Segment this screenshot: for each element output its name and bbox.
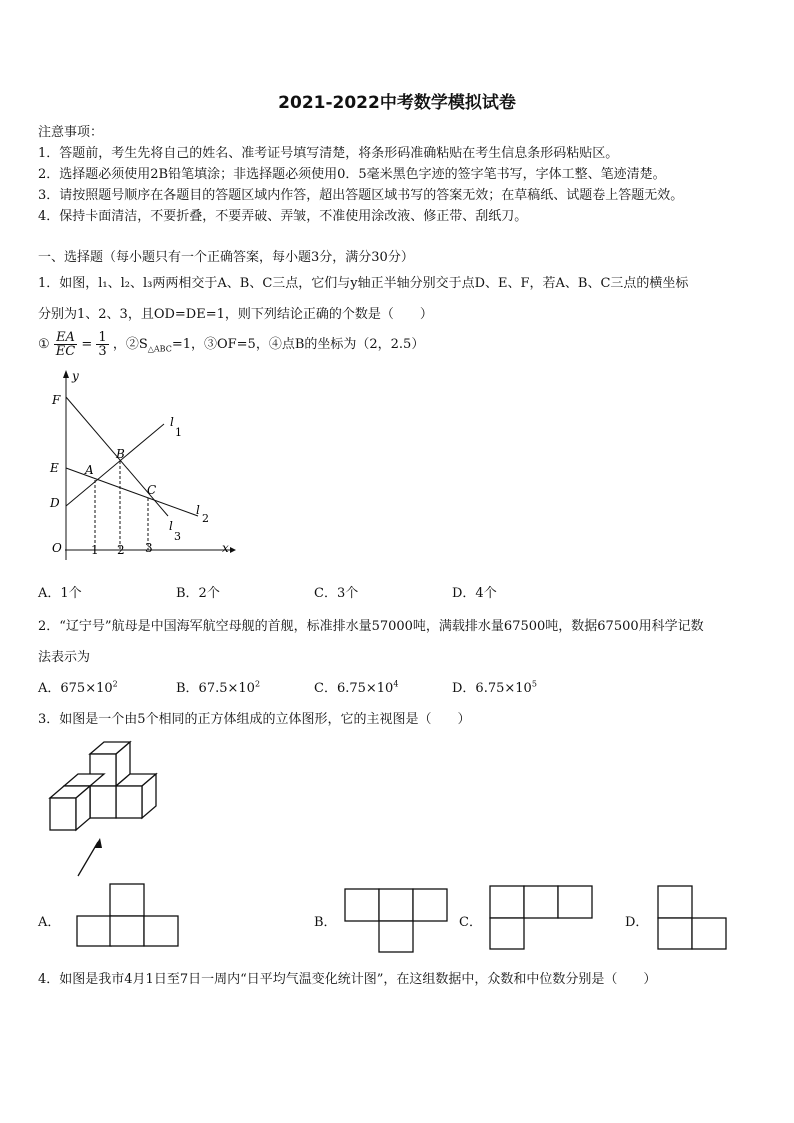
point-label-d: D bbox=[50, 496, 60, 510]
option-label: D．6.75×10 bbox=[452, 681, 532, 696]
option-exponent: 4 bbox=[393, 679, 399, 689]
option-c[interactable]: C．3个 bbox=[314, 586, 359, 601]
option-label: B．67.5×10 bbox=[176, 681, 255, 696]
option-c-figure[interactable] bbox=[489, 885, 593, 951]
coordinate-figure bbox=[40, 366, 240, 566]
question-1-conditions bbox=[38, 331, 424, 358]
section-heading: 一、选择题（每小题只有一个正确答案，每小题3分，满分30分） bbox=[38, 250, 414, 265]
fraction-denominator: 3 bbox=[98, 344, 107, 359]
fraction-numerator: EA bbox=[54, 331, 77, 345]
condition-2-subscript: △ABC bbox=[147, 344, 172, 354]
question-2-text: 2．“辽宁号”航母是中国海军航空母舰的首舰，标准排水量57000吨，满载排水量67500吨，数据67500用科学记数 bbox=[38, 619, 704, 634]
circled-1: ① bbox=[38, 337, 50, 352]
question-4-text: 4．如图是我市4月1日至7日一周内“日平均气温变化统计图”，在这组数据中，众数和中位数分别是（ ） bbox=[38, 972, 657, 987]
option-d-figure[interactable] bbox=[657, 885, 729, 951]
option-d[interactable]: D．4个 bbox=[452, 586, 497, 601]
axis-label-x: x bbox=[222, 541, 229, 555]
tick-label: 2 bbox=[117, 543, 125, 557]
option-exponent: 5 bbox=[531, 679, 537, 689]
option-b[interactable]: B． bbox=[314, 915, 337, 930]
arrow-head bbox=[94, 838, 102, 848]
notice-item: 2．选择题必须使用2B铅笔填涂；非选择题必须使用0．5毫米黑色字迹的签字笔书写，字体工整、笔迹清楚。 bbox=[38, 167, 666, 182]
question-1-text: 分别为1、2、3，且OD=DE=1，则下列结论正确的个数是（ ） bbox=[38, 307, 433, 322]
option-exponent: 2 bbox=[112, 679, 118, 689]
option-a[interactable]: A． bbox=[38, 915, 61, 930]
question-1-text: 1．如图，l₁、l₂、l₃两两相交于A、B、C三点，它们与y轴正半轴分别交于点D、E、F，若A、B、C三点的横坐标 bbox=[38, 276, 689, 291]
notice-item: 1．答题前，考生先将自己的姓名、准考证号填写清楚，将条形码准确粘贴在考生信息条形码粘贴区。 bbox=[38, 146, 619, 161]
question-3-text: 3．如图是一个由5个相同的正方体组成的立体图形，它的主视图是（ ） bbox=[38, 712, 471, 727]
notice-heading: 注意事项： bbox=[38, 125, 104, 140]
option-a[interactable] bbox=[38, 677, 118, 696]
option-b[interactable]: B．2个 bbox=[176, 586, 220, 601]
equals-sign: = bbox=[81, 337, 93, 352]
cube-solid-figure bbox=[44, 738, 174, 878]
point-label-a: A bbox=[85, 463, 94, 477]
fraction-denominator: EC bbox=[55, 344, 76, 359]
notice-item: 4．保持卡面清洁，不要折叠，不要弄破、弄皱，不准使用涂改液、修正带、刮纸刀。 bbox=[38, 209, 528, 224]
line-label-l2: l bbox=[196, 503, 200, 517]
tick-label: 1 bbox=[91, 543, 99, 557]
point-label-b: B bbox=[116, 447, 125, 461]
origin-label: O bbox=[52, 541, 62, 555]
option-a[interactable]: A．1个 bbox=[38, 586, 82, 601]
fraction-ea-ec bbox=[54, 331, 77, 358]
option-c[interactable] bbox=[314, 677, 398, 696]
option-c[interactable]: C． bbox=[459, 915, 482, 930]
line-label-l1: l bbox=[170, 415, 174, 429]
axis-label-y: y bbox=[72, 369, 79, 383]
line-label-l1-sub: 1 bbox=[175, 426, 182, 439]
option-a-figure[interactable] bbox=[76, 882, 180, 948]
point-label-f: F bbox=[52, 393, 61, 407]
option-d[interactable]: D． bbox=[625, 915, 649, 930]
point-label-e: E bbox=[50, 461, 59, 475]
option-exponent: 2 bbox=[254, 679, 261, 689]
fraction-numerator: 1 bbox=[98, 330, 107, 345]
notice-item: 3．请按照题号顺序在各题目的答题区域内作答，超出答题区域书写的答案无效；在草稿纸、试题卷上答题无效。 bbox=[38, 188, 684, 203]
condition-2-prefix: ，②S bbox=[112, 337, 148, 352]
y-axis-arrow bbox=[63, 370, 69, 378]
x-axis-arrow bbox=[230, 547, 236, 553]
line-label-l3-sub: 3 bbox=[174, 530, 181, 543]
question-2-text: 法表示为 bbox=[38, 650, 91, 665]
option-label: A．675×10 bbox=[38, 681, 113, 696]
option-d[interactable] bbox=[452, 677, 537, 696]
fraction-one-third bbox=[96, 331, 108, 358]
line-label-l3: l bbox=[169, 519, 173, 533]
option-b[interactable] bbox=[176, 677, 260, 696]
option-label: C．6.75×10 bbox=[314, 681, 394, 696]
page-title: 2021-2022中考数学模拟试卷 bbox=[278, 93, 516, 113]
option-b-figure[interactable] bbox=[344, 888, 448, 954]
line-label-l2-sub: 2 bbox=[202, 512, 209, 525]
point-label-c: C bbox=[147, 483, 157, 497]
tick-label: 3 bbox=[145, 541, 153, 555]
condition-2-rest: =1，③OF=5，④点B的坐标为（2，2.5） bbox=[171, 337, 425, 352]
